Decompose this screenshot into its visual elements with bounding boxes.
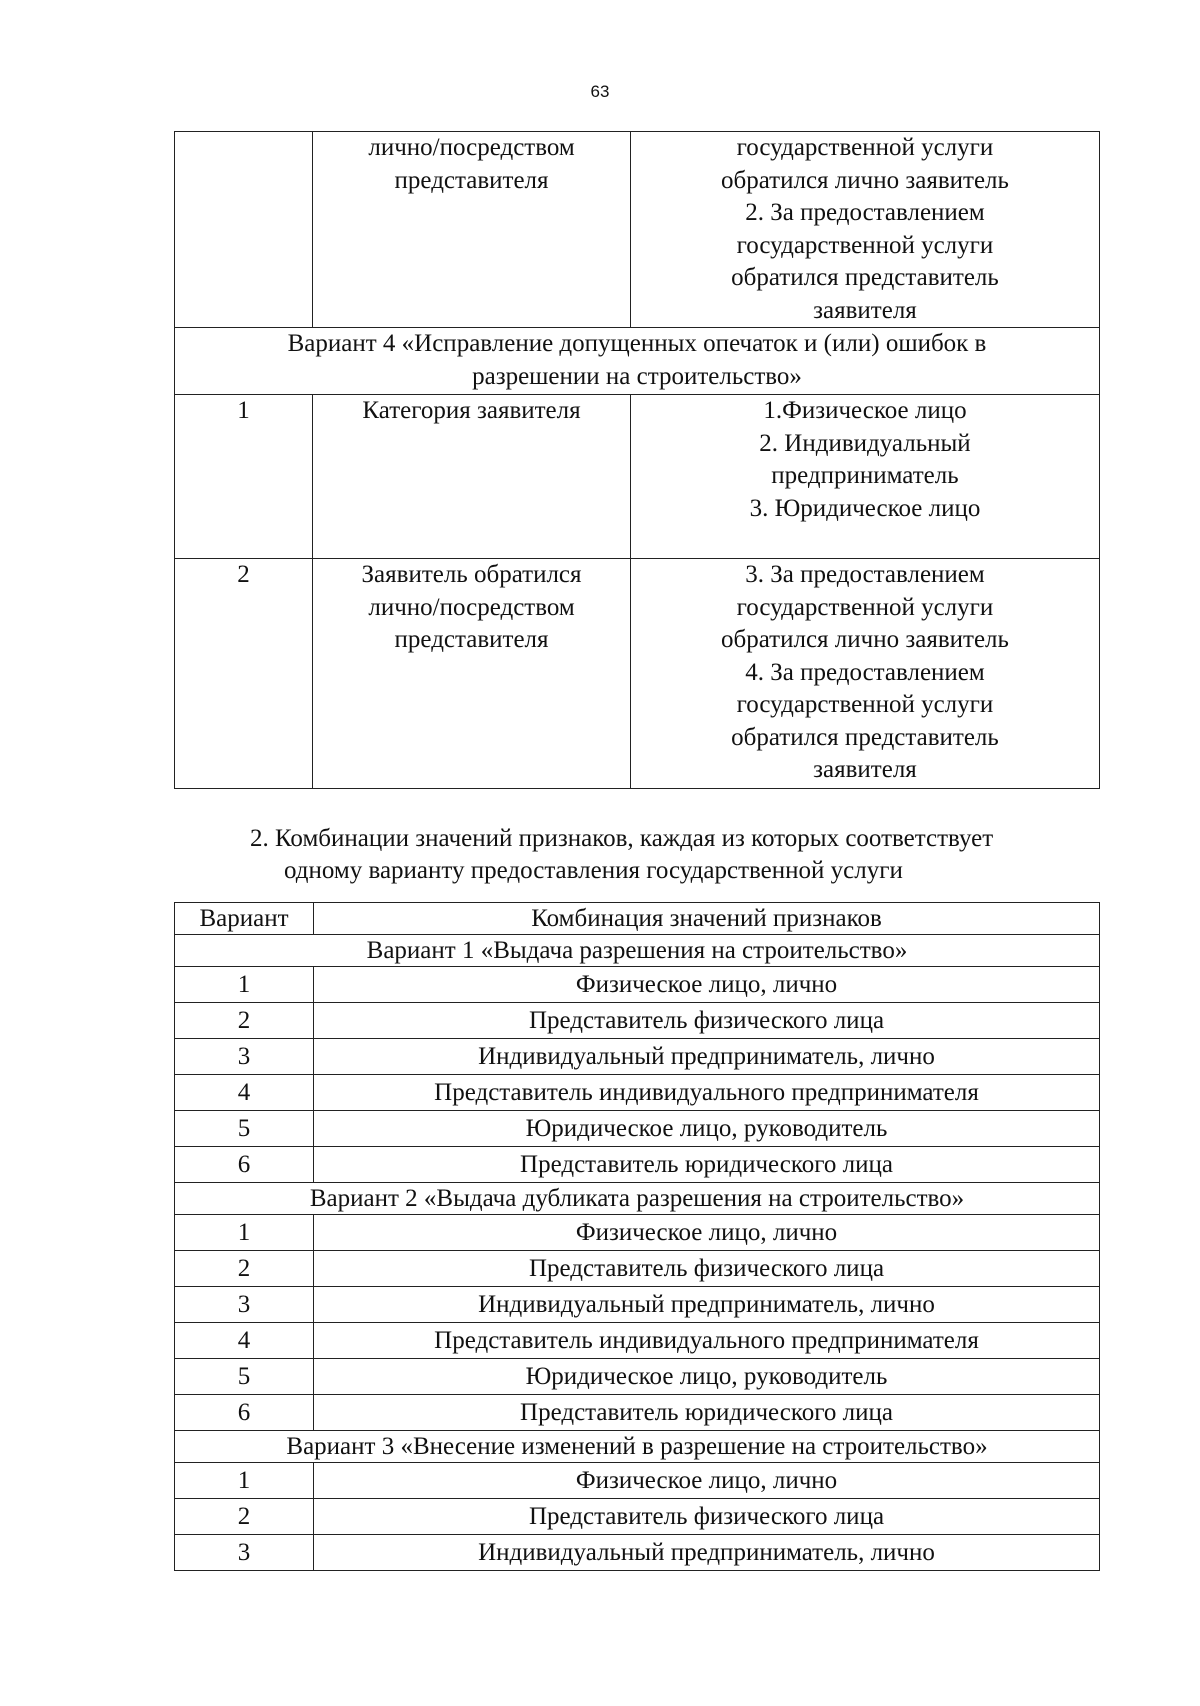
cell-variant-num: 3 [175, 1287, 314, 1323]
cell-variant-num: 5 [175, 1359, 314, 1395]
criterion-line: Категория заявителя [362, 397, 581, 424]
table-row [175, 1323, 1100, 1359]
variant-group-row [175, 935, 1100, 967]
variant-group-row [175, 1431, 1100, 1463]
table-row [175, 1215, 1100, 1251]
table-row [175, 1075, 1100, 1111]
value-line: обратился лично заявитель [721, 626, 1009, 653]
cell-variant-num: 4 [175, 1075, 314, 1111]
table-row-continued [175, 132, 1100, 328]
section-title [175, 328, 1100, 395]
table-row [175, 1251, 1100, 1287]
cell-combination: Представитель юридического лица [314, 1395, 1100, 1431]
cell-combination: Физическое лицо, лично [314, 1215, 1100, 1251]
criterion-line: Заявитель обратился [361, 561, 582, 588]
cell-combination: Представитель физического лица [314, 1499, 1100, 1535]
cell-variant-num: 6 [175, 1147, 314, 1183]
cell-combination: Представитель физического лица [314, 1251, 1100, 1287]
heading-line: 2. Комбинации значений признаков, каждая из которых соответствует [250, 825, 994, 852]
table-row [175, 1039, 1100, 1075]
value-line: заявителя [813, 756, 917, 783]
variant-group-row [175, 1183, 1100, 1215]
section-heading [174, 823, 1100, 887]
cell-criterion [313, 132, 631, 328]
cell-combination: Представитель индивидуального предпринимателя [314, 1075, 1100, 1111]
value-line: 2. Индивидуальный [759, 429, 971, 457]
table-row [175, 1111, 1100, 1147]
cell-variant-num: 3 [175, 1039, 314, 1075]
cell-variant-num: 6 [175, 1395, 314, 1431]
criterion-line: представителя [394, 626, 549, 653]
table-row [175, 1535, 1100, 1571]
cell-criterion [313, 559, 631, 789]
section-title-line: разрешении на строительство» [472, 362, 802, 390]
value-line: обратился представитель [731, 723, 999, 751]
value-line: государственной услуги [736, 231, 994, 259]
cell-variant-num: 1 [175, 1463, 314, 1499]
value-line: 3. За предоставлением [745, 561, 985, 588]
cell-combination: Представитель физического лица [314, 1003, 1100, 1039]
table-row [175, 1003, 1100, 1039]
variant-group-title: Вариант 2 «Выдача дубликата разрешения на строительство» [175, 1183, 1100, 1215]
column-header-variant: Вариант [175, 903, 314, 935]
criteria-table [174, 131, 1100, 789]
table-header-row [175, 903, 1100, 935]
combinations-table [174, 902, 1100, 1571]
heading-line: одному варианту предоставления государственной услуги [284, 857, 903, 884]
value-line: заявителя [813, 296, 917, 324]
value-line: государственной услуги [736, 134, 994, 161]
cell-combination: Юридическое лицо, руководитель [314, 1359, 1100, 1395]
section-title-row [175, 328, 1100, 395]
cell-combination: Физическое лицо, лично [314, 1463, 1100, 1499]
cell-combination: Юридическое лицо, руководитель [314, 1111, 1100, 1147]
cell-criterion [313, 395, 631, 559]
cell-variant-num: 5 [175, 1111, 314, 1147]
cell-combination: Индивидуальный предприниматель, лично [314, 1287, 1100, 1323]
value-line: государственной услуги [736, 593, 994, 621]
cell-variant-num: 4 [175, 1323, 314, 1359]
table-row [175, 395, 1100, 559]
cell-variant-num: 3 [175, 1535, 314, 1571]
column-header-combination: Комбинация значений признаков [314, 903, 1100, 935]
value-line: 2. За предоставлением [745, 199, 985, 226]
cell-num-empty [175, 132, 313, 328]
cell-variant-num: 2 [175, 1251, 314, 1287]
cell-variant-num: 1 [175, 1215, 314, 1251]
variant-group-title: Вариант 3 «Внесение изменений в разрешение на строительство» [175, 1431, 1100, 1463]
cell-combination: Представитель индивидуального предпринимателя [314, 1323, 1100, 1359]
cell-values [630, 559, 1099, 789]
value-line: 4. За предоставлением [745, 658, 985, 686]
cell-num: 1 [175, 395, 313, 559]
table-row [175, 1359, 1100, 1395]
value-line: обратился лично заявитель [721, 166, 1009, 194]
cell-combination: Индивидуальный предприниматель, лично [314, 1039, 1100, 1075]
value-line: 3. Юридическое лицо [749, 494, 981, 522]
cell-values [630, 132, 1099, 328]
section-title-line: Вариант 4 «Исправление допущенных опечаток и (или) ошибок в [287, 330, 987, 357]
cell-variant-num: 2 [175, 1003, 314, 1039]
criterion-line: представителя [394, 166, 549, 194]
table-row [175, 1395, 1100, 1431]
cell-variant-num: 2 [175, 1499, 314, 1535]
value-line: предприниматель [771, 462, 959, 489]
value-line: 1.Физическое лицо [763, 397, 967, 424]
cell-combination: Представитель юридического лица [314, 1147, 1100, 1183]
cell-num: 2 [175, 559, 313, 789]
variant-group-title: Вариант 1 «Выдача разрешения на строительство» [175, 935, 1100, 967]
cell-values [630, 395, 1099, 559]
table-row [175, 559, 1100, 789]
cell-combination: Физическое лицо, лично [314, 967, 1100, 1003]
table-row [175, 967, 1100, 1003]
value-line: обратился представитель [731, 264, 999, 291]
criterion-line: лично/посредством [368, 593, 575, 621]
table-row [175, 1287, 1100, 1323]
table-row [175, 1147, 1100, 1183]
criterion-line: лично/посредством [368, 134, 575, 161]
cell-combination: Индивидуальный предприниматель, лично [314, 1535, 1100, 1571]
cell-variant-num: 1 [175, 967, 314, 1003]
value-line: государственной услуги [736, 691, 994, 718]
table-row [175, 1463, 1100, 1499]
table-row [175, 1499, 1100, 1535]
page-number: 63 [590, 82, 610, 101]
